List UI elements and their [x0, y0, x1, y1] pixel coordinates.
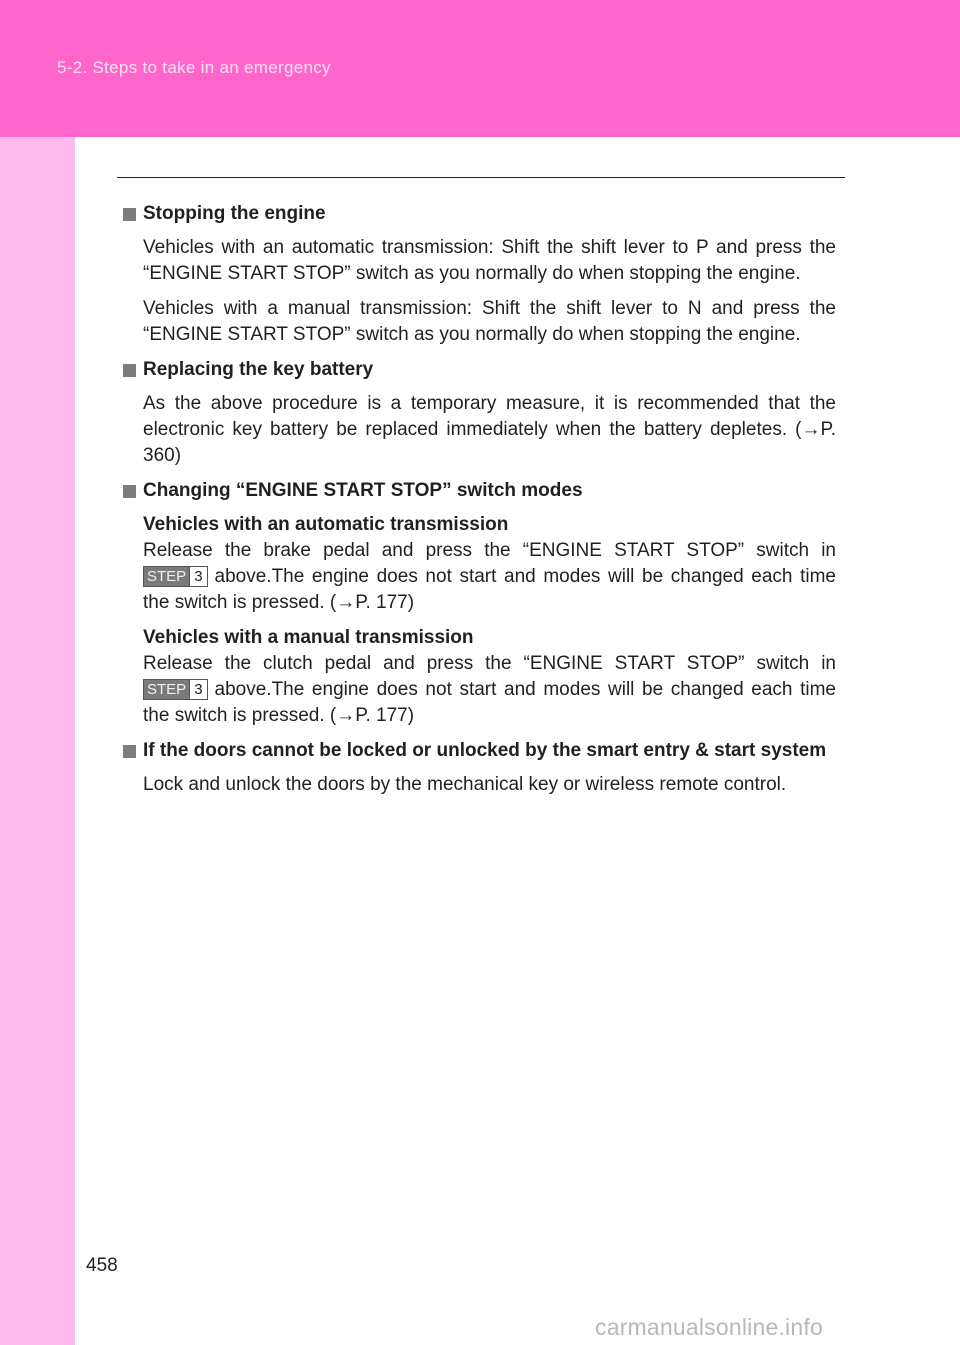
heading-stopping-engine: Stopping the engine: [123, 201, 836, 227]
heading-key-battery: Replacing the key battery: [123, 357, 836, 383]
watermark: carmanualsonline.info: [595, 1314, 823, 1340]
paragraph-automatic-modes: Release the brake pedal and press the “ENGINE START STOP” switch in STEP 3 above.The engine does not start and modes will be changed each time the switch is pressed. (→P. 177): [143, 540, 836, 613]
page-content: [123, 201, 836, 807]
subheading-manual: Vehicles with a manual transmission: [143, 627, 474, 648]
paragraph-automatic-stop: Vehicles with an automatic transmission: Shift the shift lever to P and press the “ENGINE START STOP” switch as you normally do when stopping the engine.: [143, 237, 836, 284]
square-bullet-icon: [123, 485, 136, 498]
page-number: 458: [86, 1255, 118, 1276]
section-title: 5-2. Steps to take in an emergency: [57, 58, 331, 77]
divider-rule: [117, 177, 845, 178]
square-bullet-icon: [123, 745, 136, 758]
paragraph-doors: Lock and unlock the doors by the mechanical key or wireless remote control.: [143, 774, 787, 795]
square-bullet-icon: [123, 364, 136, 377]
paragraph-manual-stop: Vehicles with a manual transmission: Shift the shift lever to N and press the “ENGINE START STOP” switch as you normally do when stopping the engine.: [143, 298, 836, 345]
heading-doors: If the doors cannot be locked or unlocked by the smart entry & start system: [123, 738, 836, 764]
heading-switch-modes: Changing “ENGINE START STOP” switch modes: [123, 478, 836, 504]
step-badge-icon: STEP 3: [143, 566, 208, 587]
step-badge-icon: STEP 3: [143, 679, 208, 700]
paragraph-key-battery: As the above procedure is a temporary measure, it is recommended that the electronic key battery be replaced immediately when the battery depletes. (→P. 360): [143, 393, 836, 466]
side-band: [0, 137, 75, 1345]
paragraph-manual-modes: Release the clutch pedal and press the “ENGINE START STOP” switch in STEP 3 above.The engine does not start and modes will be changed each time the switch is pressed. (→P. 177): [143, 653, 836, 726]
square-bullet-icon: [123, 208, 136, 221]
subheading-automatic: Vehicles with an automatic transmission: [143, 514, 509, 535]
